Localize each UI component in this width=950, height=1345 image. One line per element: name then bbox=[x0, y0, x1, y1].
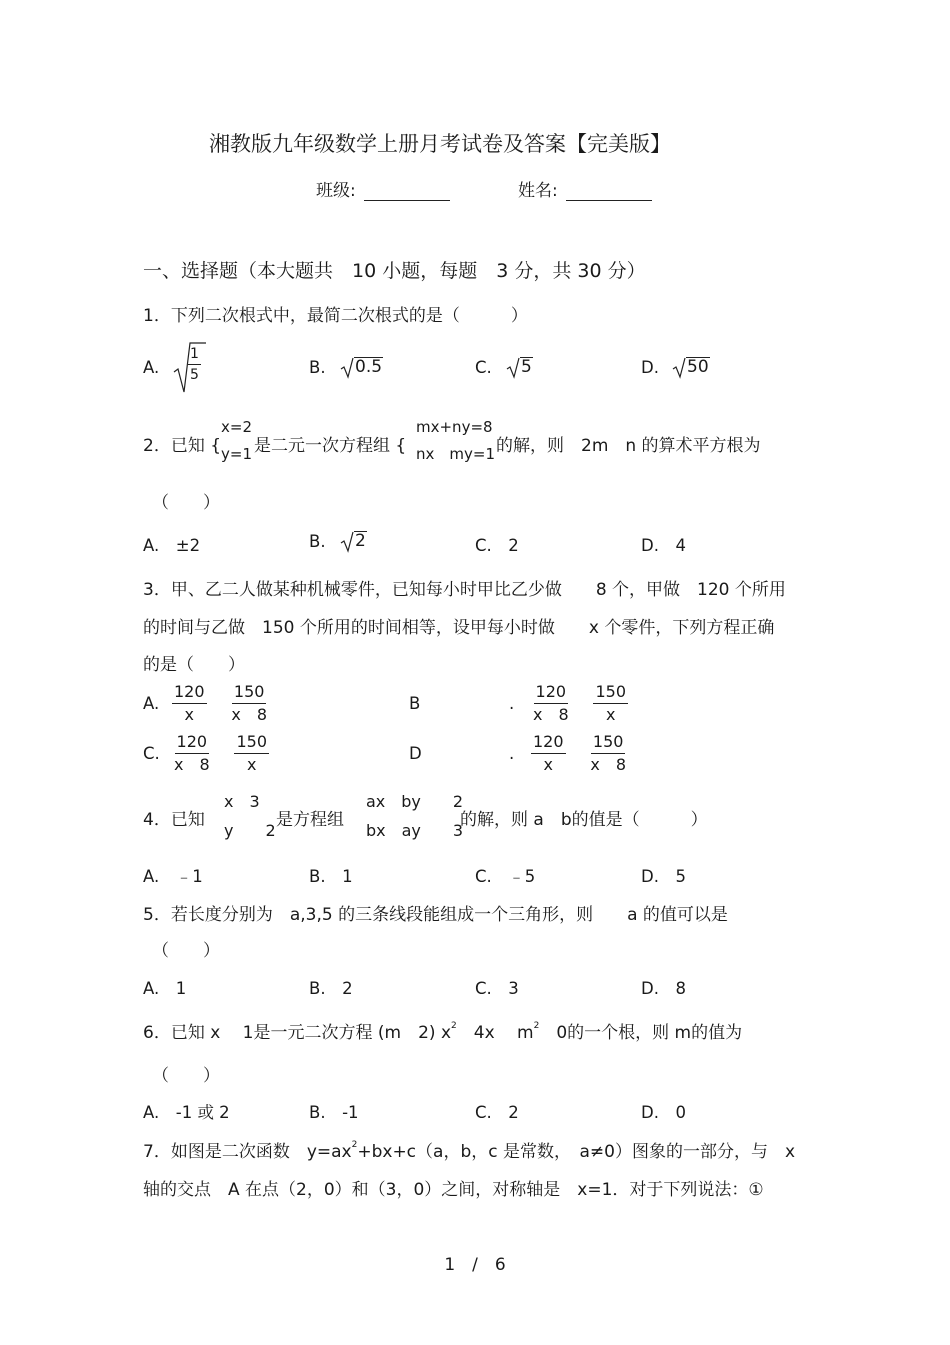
class-label: 班级: bbox=[316, 181, 356, 201]
page-number: 1 / 6 bbox=[444, 1255, 506, 1275]
q6-option-b: B. -1 bbox=[309, 1103, 359, 1122]
q6-stem bbox=[143, 1018, 742, 1043]
radical-sign-icon bbox=[340, 357, 354, 379]
denominator: x 8 bbox=[590, 755, 627, 774]
denominator: x 8 bbox=[174, 755, 210, 774]
q6-stem-part: 0的一个根，则 m的值为 bbox=[539, 1023, 743, 1043]
numerator: 150 bbox=[234, 731, 269, 754]
q5-option-d: D. 8 bbox=[641, 979, 686, 998]
q4-mid: 是方程组 bbox=[276, 810, 344, 830]
q4-option-a: A. ﹣1 bbox=[143, 867, 203, 886]
section-heading: 一、选择题（本大题共 10 小题，每题 3 分，共 30 分） bbox=[143, 260, 646, 282]
exponent: 2 bbox=[351, 1140, 358, 1150]
q2-mid: 是二元一次方程组 { bbox=[254, 436, 407, 456]
q5-answer-paren: （ ） bbox=[152, 941, 220, 961]
radicand: 0.5 bbox=[355, 357, 383, 377]
system-line: y=1 bbox=[221, 445, 252, 463]
q2-suffix: 的解，则 2m n 的算术平方根为 bbox=[496, 436, 761, 456]
q2-answer-paren: （ ） bbox=[152, 493, 220, 513]
denominator: x 8 bbox=[533, 705, 569, 724]
q3-option-a-label: A. bbox=[143, 694, 160, 713]
q3-line-1: 3．甲、乙二人做某种机械零件，已知每小时甲比乙少做 8 个，甲做 120 个所用 bbox=[143, 580, 786, 600]
q6-option-d: D. 0 bbox=[641, 1103, 686, 1122]
radicand: 5 bbox=[521, 357, 532, 377]
q3-option-c-label: C. bbox=[143, 744, 160, 763]
radicand: 2 bbox=[355, 531, 366, 551]
q4-prefix: 4．已知 bbox=[143, 810, 205, 830]
q6-stem-part: 4x m bbox=[456, 1023, 534, 1043]
q1-option-d-label: D. bbox=[641, 358, 659, 377]
q4-suffix: 的解，则 a b的值是（ ） bbox=[460, 810, 708, 830]
q4-option-c: C. ﹣5 bbox=[475, 867, 536, 886]
q4-equation-system bbox=[366, 787, 463, 845]
q3-option-d-label: D bbox=[409, 744, 422, 763]
q3-option-b-equation bbox=[531, 681, 628, 726]
numerator: 150 bbox=[232, 681, 267, 704]
q4-option-d: D. 5 bbox=[641, 867, 686, 886]
q4-option-b: B. 1 bbox=[309, 867, 353, 886]
q2-option-a: A. ±2 bbox=[143, 536, 201, 555]
denominator: x bbox=[184, 705, 194, 724]
page-title: 湘教版九年级数学上册月考试卷及答案【完美版】 bbox=[209, 132, 671, 156]
q6-option-c: C. 2 bbox=[475, 1103, 519, 1122]
q2-equation-system bbox=[416, 414, 495, 468]
q1-option-c-label: C. bbox=[475, 358, 492, 377]
radical-sign-icon bbox=[672, 357, 686, 379]
system-line: x 3 bbox=[224, 792, 260, 811]
system-line: y 2 bbox=[224, 821, 276, 840]
radicand: 50 bbox=[687, 357, 709, 377]
radical-sign-icon bbox=[506, 357, 520, 379]
q7-line-part: 7．如图是二次函数 y=ax bbox=[143, 1142, 352, 1162]
exponent: 2 bbox=[451, 1021, 457, 1031]
q1-option-a-label: A. bbox=[143, 358, 160, 377]
q2-given-system bbox=[221, 414, 252, 468]
q1-option-b-label: B. bbox=[309, 358, 326, 377]
class-field bbox=[316, 176, 450, 201]
q4-given-system bbox=[224, 787, 276, 845]
denominator: x bbox=[543, 755, 553, 774]
q5-option-a: A. 1 bbox=[143, 979, 187, 998]
q6-answer-paren: （ ） bbox=[152, 1066, 220, 1086]
q2-option-d: D. 4 bbox=[641, 536, 686, 555]
radical-sign-icon bbox=[340, 531, 354, 553]
denominator: x bbox=[606, 705, 616, 724]
q7-line-1 bbox=[143, 1137, 795, 1162]
q1-stem: 1．下列二次根式中，最简二次根式的是（ ） bbox=[143, 306, 528, 326]
q3-line-2: 的时间与乙做 150 个所用的时间相等，设甲每小时做 x 个零件，下列方程正确 bbox=[143, 618, 775, 638]
numerator: 150 bbox=[593, 681, 628, 704]
system-line: bx ay 3 bbox=[366, 821, 464, 840]
denominator: x bbox=[247, 755, 257, 774]
q7-line-2: 轴的交点 A 在点（2，0）和（3，0）之间，对称轴是 x=1．对于下列说法：① bbox=[143, 1180, 764, 1200]
system-line: mx+ny=8 bbox=[416, 418, 493, 436]
q3-option-b-label: B bbox=[409, 694, 421, 713]
q7-line-part: +bx+c（a，b，c 是常数， a≠0）图象的一部分，与 x bbox=[357, 1142, 796, 1162]
q5-option-b: B. 2 bbox=[309, 979, 353, 998]
numerator: 120 bbox=[531, 731, 566, 754]
q1-option-d-radical bbox=[672, 357, 710, 377]
name-label: 姓名: bbox=[518, 181, 558, 201]
exponent: 2 bbox=[533, 1021, 540, 1031]
name-blank bbox=[566, 182, 652, 201]
q1-option-c-radical bbox=[506, 357, 533, 377]
class-blank bbox=[364, 182, 450, 201]
denominator: x 8 bbox=[231, 705, 268, 724]
system-line: x=2 bbox=[221, 418, 252, 436]
q3-option-b-dot: . bbox=[509, 694, 515, 713]
numerator: 120 bbox=[534, 681, 569, 704]
q2-option-b-radical bbox=[340, 531, 367, 551]
q3-option-d-equation bbox=[531, 731, 628, 776]
denominator: 5 bbox=[190, 367, 199, 383]
q3-line-3: 的是（ ） bbox=[143, 655, 245, 675]
q1-option-b-radical bbox=[340, 357, 383, 377]
q6-stem-part: 6．已知 x 1是一元二次方程 (m 2) x bbox=[143, 1023, 452, 1043]
name-field bbox=[518, 176, 652, 201]
numerator: 120 bbox=[175, 731, 210, 754]
q2-prefix: 2．已知 { bbox=[143, 436, 222, 456]
q3-option-a-equation bbox=[172, 681, 269, 726]
q3-option-d-dot: . bbox=[509, 744, 515, 763]
system-line: ax by 2 bbox=[366, 792, 464, 811]
numerator: 150 bbox=[591, 731, 626, 754]
q1-a-fraction bbox=[188, 344, 201, 385]
q5-option-c: C. 3 bbox=[475, 979, 519, 998]
numerator: 1 bbox=[188, 344, 201, 365]
q2-option-b-label: B. bbox=[309, 532, 326, 551]
numerator: 120 bbox=[172, 681, 207, 704]
q5-stem: 5．若长度分别为 a,3,5 的三条线段能组成一个三角形，则 a 的值可以是 bbox=[143, 905, 728, 925]
q2-option-c: C. 2 bbox=[475, 536, 519, 555]
q3-option-c-equation bbox=[172, 731, 269, 776]
q6-option-a: A. -1 或 2 bbox=[143, 1103, 230, 1122]
system-line: nx my=1 bbox=[416, 445, 495, 463]
